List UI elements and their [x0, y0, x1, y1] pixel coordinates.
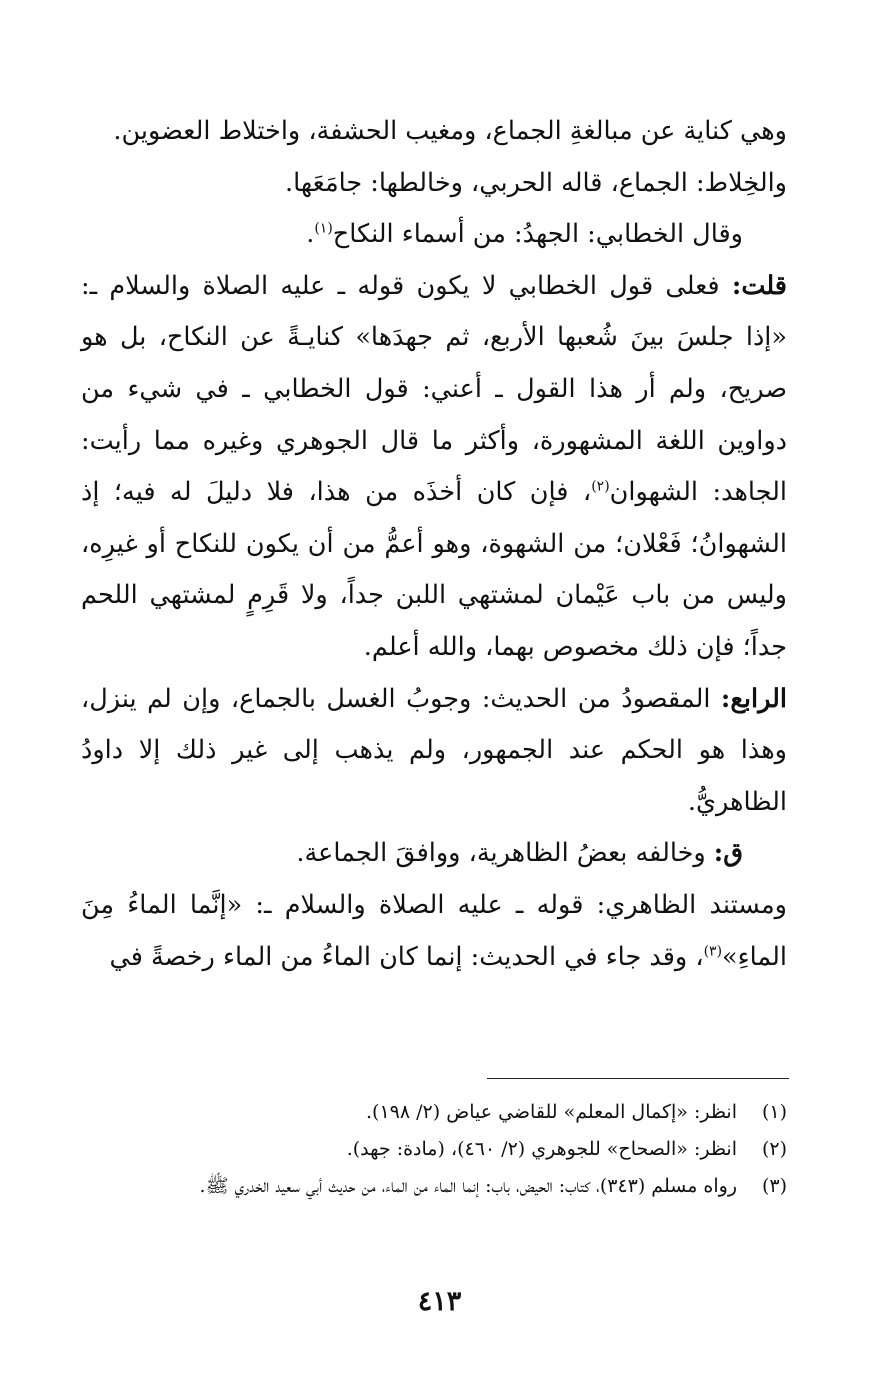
paragraph-text: المقصودُ من الحديث: وجوبُ الغسل بالجماع، وإن لم ينزل، وهذا هو الحكم عند الجمهور، ولم يذهب إلى غير ذلك إلا داودُ الظاهريُّ.	[81, 683, 787, 817]
footnote-number: (١)	[761, 1101, 787, 1123]
paragraph-keyword: ق:	[713, 838, 743, 869]
paragraph-text: ومستند الظاهري: قوله ـ عليه الصلاة والسلام ـ: «إنَّما الماءُ مِنَ الماءِ»	[81, 889, 787, 972]
text-line-end: .	[306, 219, 315, 250]
paragraph-khattabi	[81, 209, 787, 261]
paragraph-text: وخالفه بعضُ الظاهرية، ووافقَ الجماعة.	[296, 838, 714, 869]
footnote-text: انظر: «إكمال المعلم» للقاضي عياض (٢/ ١٩٨).	[366, 1101, 737, 1123]
footnote-text: انظر: «الصحاح» للجوهري (٢/ ٤٦٠)، (مادة: جهد).	[346, 1138, 737, 1160]
footnote-ref-2: (٢)	[591, 478, 610, 495]
text-line: والخِلاط: الجماع، قاله الحربي، وخالطها: جامَعَها.	[285, 167, 787, 198]
paragraph-mustanad	[81, 880, 787, 983]
text-line: وقال الخطابي: الجهدُ: من أسماء النكاح	[332, 219, 743, 250]
footnote	[81, 1094, 787, 1131]
paragraph-kinaya	[81, 106, 787, 158]
footnotes	[81, 1094, 787, 1205]
text-line: وهي كناية عن مبالغةِ الجماع، ومغيب الحشفة، واختلاط العضوين.	[113, 116, 787, 146]
paragraph-text: ، فإن كان أخذَه من هذا، فلا دليلَ له فيه؛ إذ الشهوانُ؛ فَعْلان؛ من الشهوة، وهو أعمُّ من أن يكون للنكاح أو غيرِه، وليس من باب عَيْمان لمشتهي اللبن جداً، ولا قَرِمٍ لمشتهي اللحم جداً؛ فإن ذلك مخصوص بهما، والله أعلم.	[81, 477, 787, 662]
paragraph-keyword: قلت:	[731, 270, 787, 301]
paragraph-keyword: الرابع:	[720, 683, 787, 714]
footnote-ref-1: (١)	[314, 220, 333, 237]
body-text	[81, 106, 787, 983]
footnote	[81, 1131, 787, 1168]
paragraph-khilat	[81, 158, 787, 210]
footnote-text: رواه مسلم (٣٤٣)، كتاب: الحيض، باب: إنما الماء من الماء، من حديث أبي سعيد الخدري ﷺ.	[199, 1175, 737, 1197]
footnote-ref-3: (٣)	[703, 943, 723, 959]
paragraph-qultu	[81, 261, 787, 674]
paragraph-text: ، وقد جاء في الحديث: إنما كان الماءُ من الماء رخصةً في	[109, 941, 704, 972]
page-number: ٤١٣	[417, 1286, 462, 1317]
paragraph-text: فعلى قول الخطابي لا يكون قوله ـ عليه الصلاة والسلام ـ: «إذا جلسَ بينَ شُعبها الأربع، ثم جهدَها» كنايـةً عن النكاح، بل هو صريح، ولم أر هذا القول ـ أعني: قول الخطابي ـ في شيء من دواوين اللغة المشهورة، وأكثر ما قال الجوهري وغيره مما رأيت: الجاهد: الشهوان	[81, 270, 787, 508]
footnote-number: (٣)	[761, 1175, 787, 1197]
paragraph-rabi	[81, 674, 787, 829]
paragraph-qaf	[81, 828, 787, 880]
footnote	[81, 1168, 787, 1205]
footnote-separator	[487, 1078, 789, 1079]
footnote-number: (٢)	[761, 1138, 787, 1160]
